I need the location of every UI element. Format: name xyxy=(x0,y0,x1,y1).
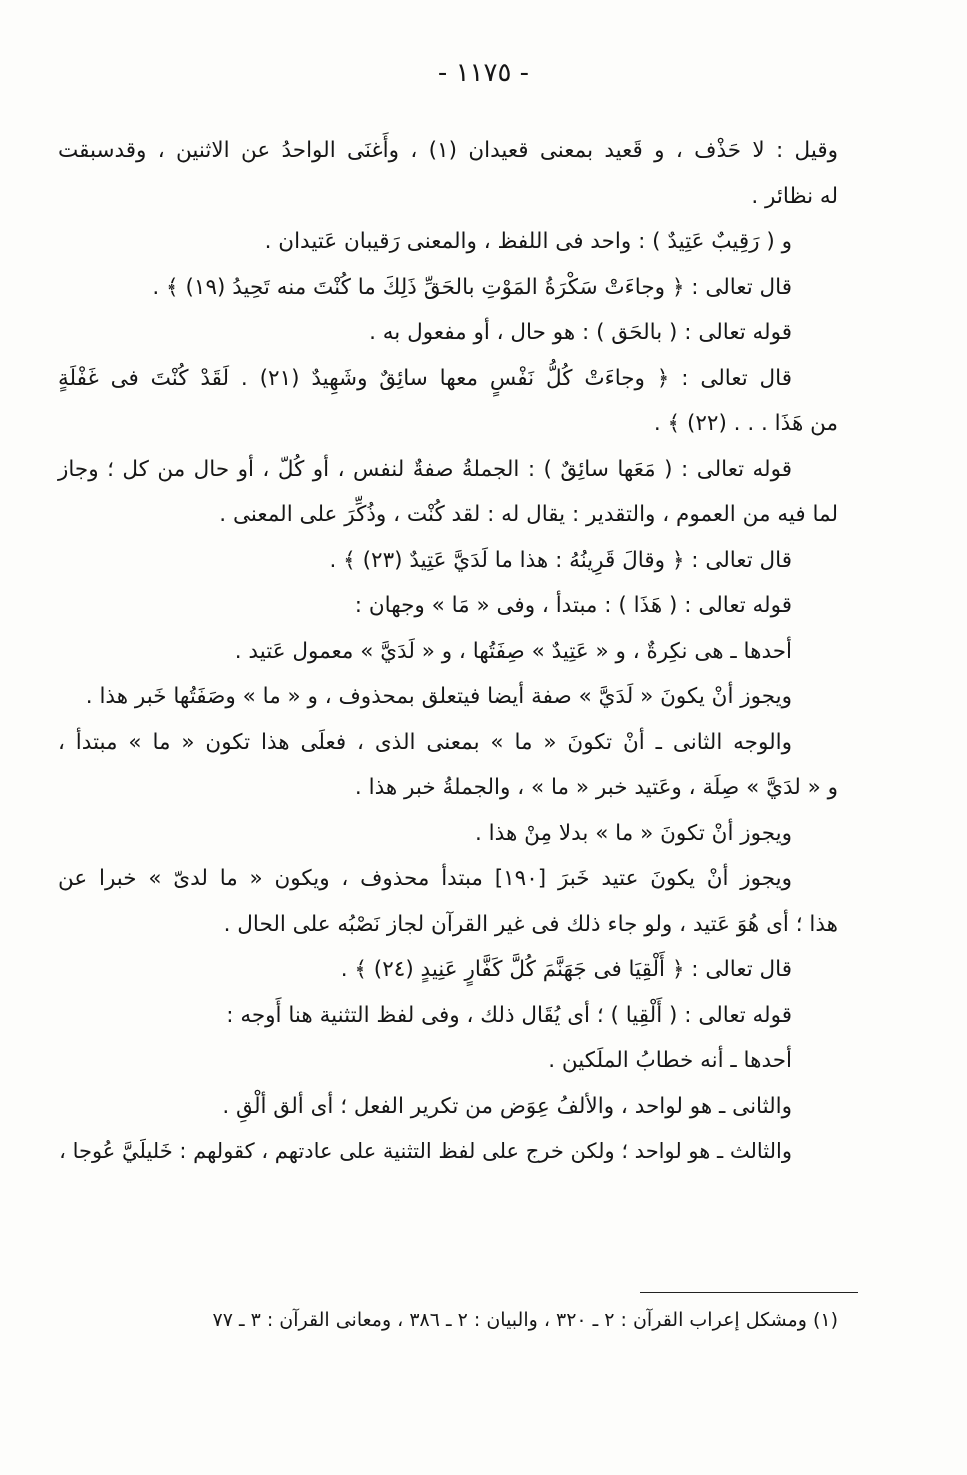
text-line: قال تعالى : ﴿ وقالَ قَرِينُهُ : هذا ما لَدَيَّ عَتِيدٌ (٢٣) ﴾ . xyxy=(329,547,792,573)
text-line: و ( رَقِيبٌ عَتِيدٌ ) : واحد فى اللفظ ، والمعنى رَقيبان عَتيدان . xyxy=(264,229,792,254)
page-number: - ١١٧٥ - xyxy=(437,58,530,88)
text-line: قال تعالى : ﴿ وجاءَتْ سَكْرَةُ المَوْتِ بالحَقِّ ذَلِكَ ما كُنْتَ منه تَحِيدُ (١٩) ﴾ . xyxy=(152,274,792,300)
text-line: والوجه الثانى ـ أنْ تكونَ « ما » بمعنى الذى ، فعلَى هذا تكون « ما » مبتدأ ، xyxy=(58,729,792,755)
text-line: والثالث ـ هو لواحد ؛ ولكن خرج على لفظ التثنية على عادتهم ، كقولهم : خَليلَيَّ عُوجا ، xyxy=(59,1139,792,1163)
text-line: له نظائر . xyxy=(751,183,838,209)
text-line: وقيل : لا حَذْف ، و قَعيد بمعنى قعيدان (١) ، وأَغنَى الواحدُ عن الاثنين ، وقدسبقت xyxy=(58,138,838,163)
text-line: والثانى ـ هو لواحد ، والألفُ عِوَض من تكرير الفعل ؛ أى ألق ألْقِ . xyxy=(222,1093,792,1119)
text-line: من هَذَا . . . (٢٢) ﴾ . xyxy=(653,411,838,436)
footnote: (١) ومشكل إعراب القرآن : ٢ ـ ٣٢٠ ، والبيان : ٢ ـ ٣٨٦ ، ومعانى القرآن : ٣ ـ ٧٧ xyxy=(212,1309,838,1331)
text-line: أحدها ـ هى نكِرةٌ ، و « عَتِيدٌ » صِفَتُها ، و « لَدَيَّ » معمول عَتيد . xyxy=(234,638,792,664)
text-line: قال تعالى : ﴿ أَلْقِيَا فى جَهَنَّمَ كُلَّ كَفَّارٍ عَنِيدٍ (٢٤) ﴾ . xyxy=(340,957,792,982)
text-line: ويجوز أنْ يكونَ « لَدَيَّ » صفة أيضا فيتعلق بمحذوف ، و « ما » وصَفَتُها خَبر هذا . xyxy=(85,684,792,709)
text-line: لما فيه من العموم ، والتقدير : يقال له : لقد كُنْت ، وذُكِّرَ على المعنى . xyxy=(219,502,838,527)
text-line: ويجوز أنْ يكونَ عتيد خَبرَ [١٩٠] مبتدأ محذوف ، ويكون « ما لدىّ » خبرا عن xyxy=(58,866,792,891)
footnote-divider xyxy=(640,1292,858,1293)
text-line: هذا ؛ أى هُوَ عَتيد ، ولو جاء ذلك فى غير القرآن لجاز نَصْبُه على الحال . xyxy=(223,911,838,937)
text-line: قال تعالى : ﴿ وجاءَتْ كُلُّ نَفْسٍ معها سائِقٌ وشَهِيدٌ (٢١) . لَقَدْ كُنْتَ فى غَفْلَةٍ xyxy=(58,365,793,391)
text-line: قوله تعالى : ( بالحَق ) : هو حال ، أو مفعول به . xyxy=(369,320,792,345)
body-text xyxy=(58,128,838,1175)
text-line: ويجوز أنْ تكونَ « ما » بدلا مِنْ هذا . xyxy=(475,820,792,846)
text-line: قوله تعالى : ( أَلْقِيا ) ؛ أى يُقَال ذلك ، وفى لفظ التثنية هنا أَوجه : xyxy=(226,1002,792,1028)
text-line: قوله تعالى : ( هَذَا ) : مبتدأ ، وفى « مَا » وجهان : xyxy=(354,593,792,618)
text-line: أحدها ـ أنه خطابُ الملَكين . xyxy=(548,1048,792,1073)
text-line: و « لدَيَّ » صِلَة ، وعَتيد خبر « ما » ، والجملةُ خبر هذا . xyxy=(354,775,838,800)
text-line: قوله تعالى : ( مَعَها سائِقٌ ) : الجملةُ صفةٌ لنفس ، أو كُلّ ، أو حال من كل ؛ وجاز xyxy=(58,456,792,482)
